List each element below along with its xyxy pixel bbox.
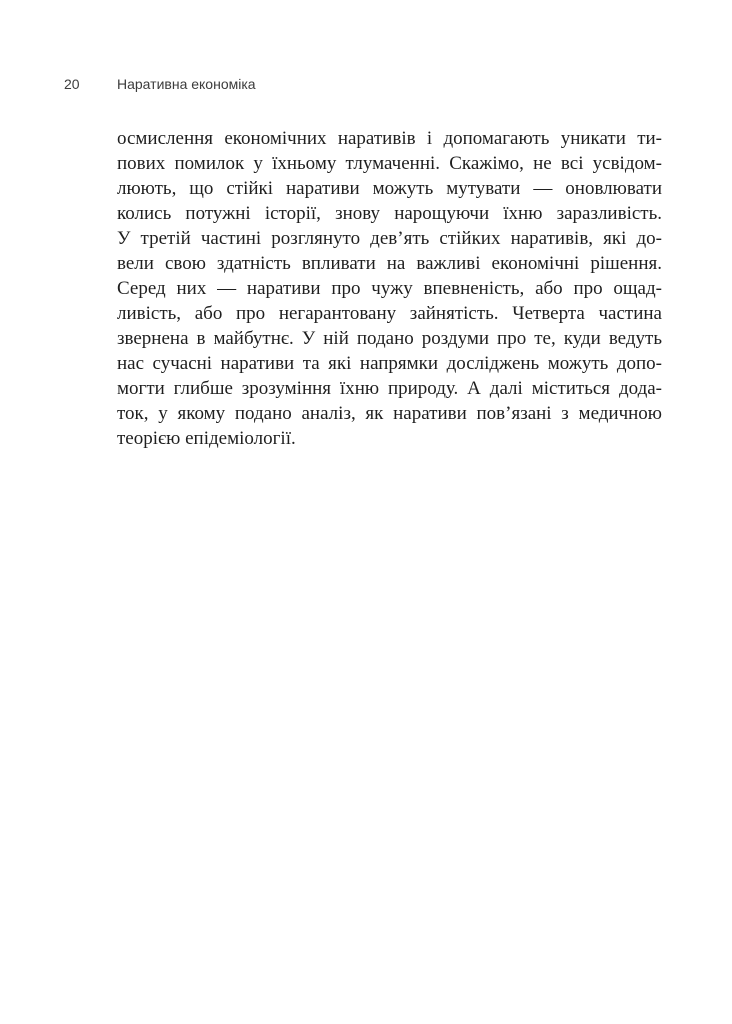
text-line: ток, у якому подано аналіз, як наративи пов’язані з медичною: [117, 403, 662, 424]
text-line: звернена в майбутнє. У ній подано роздуми про те, куди ведуть: [117, 328, 662, 349]
text-line: ливість, або про негарантовану зайнятість. Четверта частина: [117, 303, 662, 324]
text-line: люють, що стійкі наративи можуть мутувати — оновлювати: [117, 178, 662, 199]
text-line: могти глибше зрозуміння їхню природу. А далі міститься дода-: [117, 378, 662, 399]
text-line: нас сучасні наративи та які напрямки досліджень можуть допо-: [117, 353, 662, 374]
running-head: [0, 75, 732, 93]
page-number: 20: [64, 76, 80, 92]
text-line: вели свою здатність впливати на важливі економічні рішення.: [117, 253, 662, 274]
running-title: Наративна економіка: [117, 76, 256, 92]
paragraph: [117, 126, 662, 451]
body-text-block: [117, 126, 662, 451]
text-line: теорією епідеміології.: [117, 428, 296, 449]
text-line: осмислення економічних наративів і допомагають уникати ти-: [117, 128, 662, 149]
text-line: колись потужні історії, знову нарощуючи їхню заразливість.: [117, 203, 662, 224]
text-line: Серед них — наративи про чужу впевненість, або про ощад-: [117, 278, 662, 299]
text-line: У третій частині розглянуто дев’ять стійких наративів, які до-: [117, 228, 662, 249]
text-line: пових помилок у їхньому тлумаченні. Скажімо, не всі усвідом-: [117, 153, 662, 174]
